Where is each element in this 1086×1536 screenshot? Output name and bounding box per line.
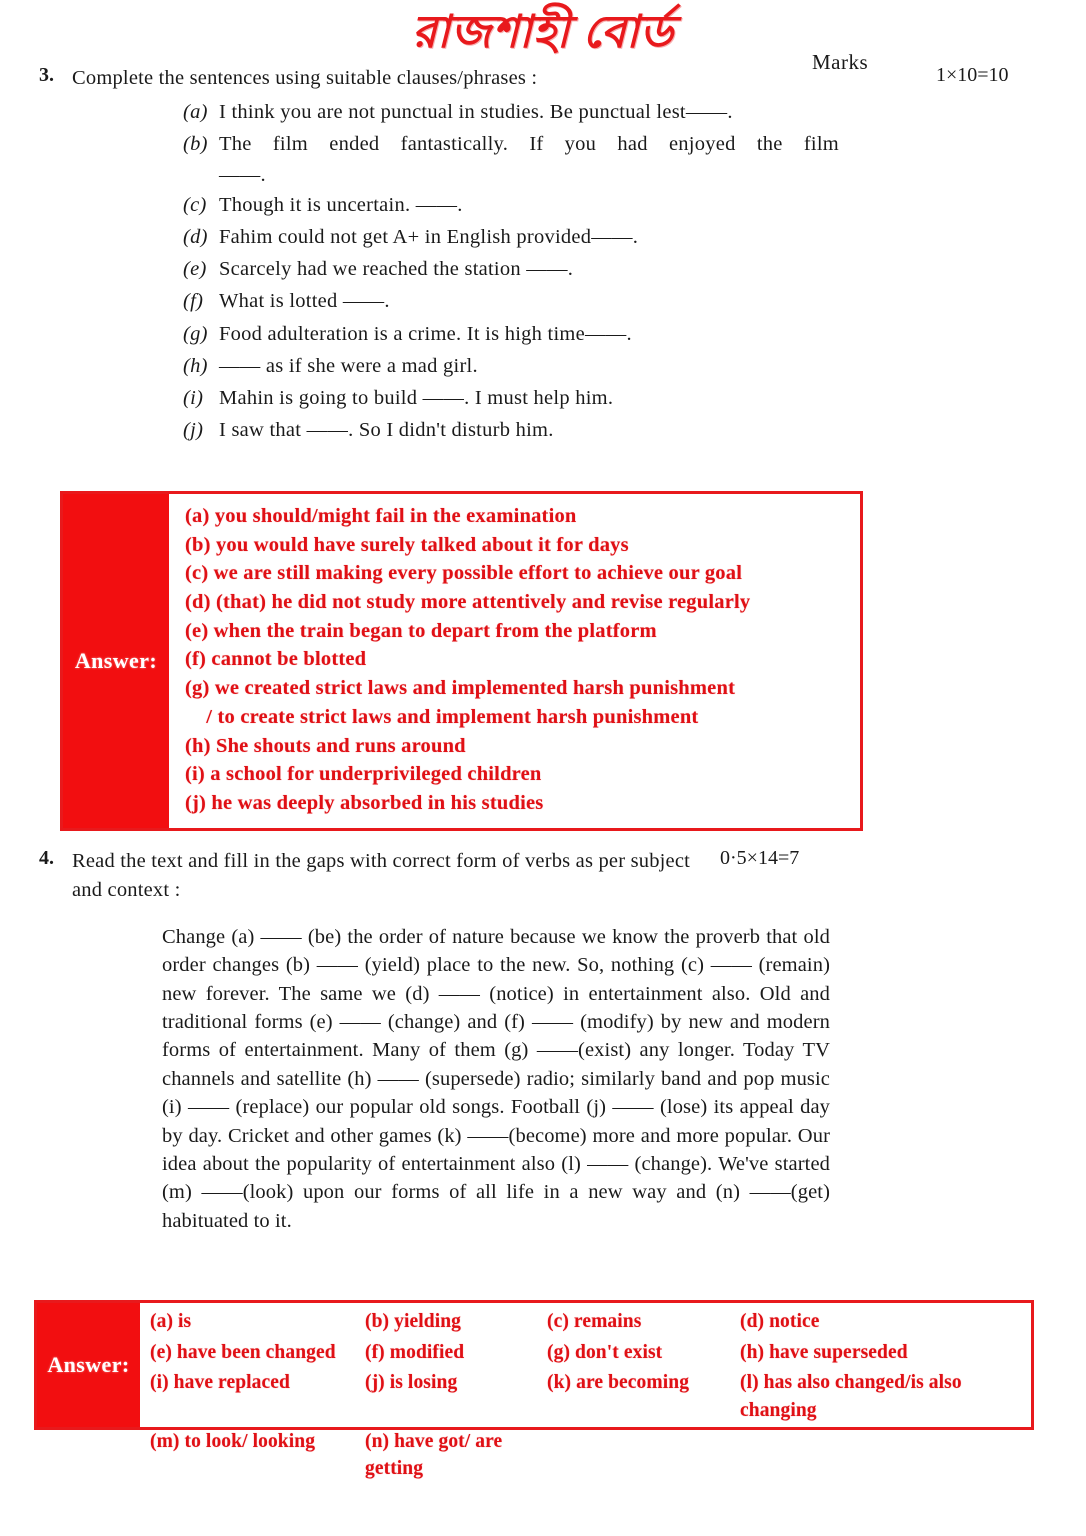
item-text: The film ended fantastically. If you had enjoyed the film <box>219 133 839 156</box>
list-item <box>0 353 1086 380</box>
answer-line: (f) cannot be blotted <box>185 648 367 671</box>
answer-box-question-3 <box>60 491 863 831</box>
answer-cell-empty <box>740 1428 1027 1483</box>
item-text: What is lotted ——. <box>219 290 390 313</box>
answer-line: (b) you would have surely talked about it for days <box>185 533 629 556</box>
list-item <box>0 256 1086 283</box>
item-text: I think you are not punctual in studies. Be punctual lest——. <box>219 101 733 124</box>
list-item <box>0 224 1086 251</box>
question-3-prompt: Complete the sentences using suitable clauses/phrases : <box>72 67 538 89</box>
question-3-heading <box>0 64 1086 93</box>
answer-line: / to create strict laws and implement harsh punishment <box>185 705 699 728</box>
item-text: Mahin is going to build ——. I must help him. <box>219 387 614 410</box>
answer-grid <box>150 1308 1027 1483</box>
item-label: (d) <box>183 225 208 248</box>
answer-line: (h) She shouts and runs around <box>185 734 466 757</box>
answer-line: (j) he was deeply absorbed in his studies <box>185 791 544 814</box>
answer-cell: (j) is losing <box>365 1372 458 1394</box>
question-3-items <box>0 99 1086 445</box>
answer-cell: (i) have replaced <box>150 1372 290 1394</box>
answer-cell: (g) don't exist <box>547 1341 663 1363</box>
answer-cell: (a) is <box>150 1311 192 1332</box>
item-label: (c) <box>183 193 207 216</box>
item-label: (a) <box>183 101 208 124</box>
answer-cell: (d) notice <box>740 1311 820 1332</box>
answer-line: (c) we are still making every possible effort to achieve our goal <box>185 562 743 585</box>
item-text: Scarcely had we reached the station ——. <box>219 258 574 281</box>
answer-line: (g) we created strict laws and implemented harsh punishment <box>185 677 736 700</box>
answer-cell: (n) have got/ are getting <box>365 1430 503 1480</box>
item-text: Though it is uncertain. ——. <box>219 193 463 216</box>
answer-cell: (e) have been changed <box>150 1341 336 1363</box>
answer-box-question-4 <box>34 1300 1034 1480</box>
item-label: (f) <box>183 290 204 313</box>
answer-cell: (b) yielding <box>365 1311 462 1332</box>
answer-label: Answer: <box>63 494 169 828</box>
answer-content <box>169 494 860 828</box>
item-text: Fahim could not get A+ in English provided——. <box>219 225 639 248</box>
question-3-number: 3. <box>39 64 54 86</box>
list-item <box>0 385 1086 412</box>
answer-line: (d) (that) he did not study more attentively and revise regularly <box>185 591 751 614</box>
page-header <box>0 0 1086 64</box>
item-text: Food adulteration is a crime. It is high time——. <box>219 322 632 345</box>
answer-label: Answer: <box>37 1303 140 1427</box>
answer-cell: (f) modified <box>365 1341 465 1363</box>
item-label: (b) <box>183 133 208 156</box>
item-label: (g) <box>183 322 208 345</box>
answer-line: (e) when the train began to depart from the platform <box>185 619 657 642</box>
question-3 <box>0 64 1086 445</box>
answer-cell: (m) to look/ looking <box>150 1430 316 1452</box>
answer-cell: (c) remains <box>547 1311 642 1332</box>
question-4-prompt: Read the text and fill in the gaps with correct form of verbs as per subject and context : <box>72 849 691 901</box>
list-item <box>0 288 1086 315</box>
marks-column-label: Marks <box>812 50 869 74</box>
list-item <box>0 417 1086 444</box>
question-4 <box>0 847 1086 1236</box>
answer-cell: (l) has also changed/is also changing <box>740 1372 962 1422</box>
question-4-heading <box>0 847 1086 905</box>
list-item <box>0 131 1086 158</box>
item-continuation: ——. <box>219 163 266 186</box>
answer-content <box>140 1303 1031 1480</box>
answer-cell: (k) are becoming <box>547 1372 690 1394</box>
list-item <box>0 321 1086 348</box>
board-title: রাজশাহী বোর্ড <box>412 7 674 57</box>
question-4-passage: Change (a) —— (be) the order of nature because we know the proverb that old order changes (b) —— (yield) place to the new. So, nothing (c) —— (remain) new forever. The same we (d) —— (notice) in entertainment also. Old and traditional forms (e) —— (change) and (f) —— (modify) by new and modern forms of entertainment. Many of them (g) ——(exist) any longer. Today TV channels and satellite (h) —— (supersede) radio; similarly band and pop music (i) —— (replace) our popular old songs. Football (j) —— (lose) its appeal day by day. Cricket and other games (k) ——(become) more and more popular. Our idea about the popularity of entertainment also (l) —— (change). We've started (m) ——(look) upon our forms of all life in a new way and (n) ——(get) habituated to it. <box>162 925 830 1232</box>
answer-line: (i) a school for underprivileged children <box>185 763 542 786</box>
question-4-passage-wrap <box>0 923 1086 1235</box>
list-item <box>0 192 1086 219</box>
item-text: I saw that ——. So I didn't disturb him. <box>219 419 554 442</box>
question-3-marks: 1×10=10 <box>936 64 1009 86</box>
answer-cell: (h) have superseded <box>740 1341 908 1363</box>
question-4-number: 4. <box>39 846 54 869</box>
item-label: (e) <box>183 258 207 281</box>
answer-line: (a) you should/might fail in the examination <box>185 505 577 527</box>
answer-cell-empty <box>547 1428 740 1483</box>
item-text: —— as if she were a mad girl. <box>219 354 478 377</box>
question-4-marks: 0·5×14=7 <box>720 846 800 869</box>
item-label: (h) <box>183 354 208 377</box>
item-label: (j) <box>183 419 204 442</box>
list-item <box>0 99 1086 126</box>
item-label: (i) <box>183 387 204 410</box>
